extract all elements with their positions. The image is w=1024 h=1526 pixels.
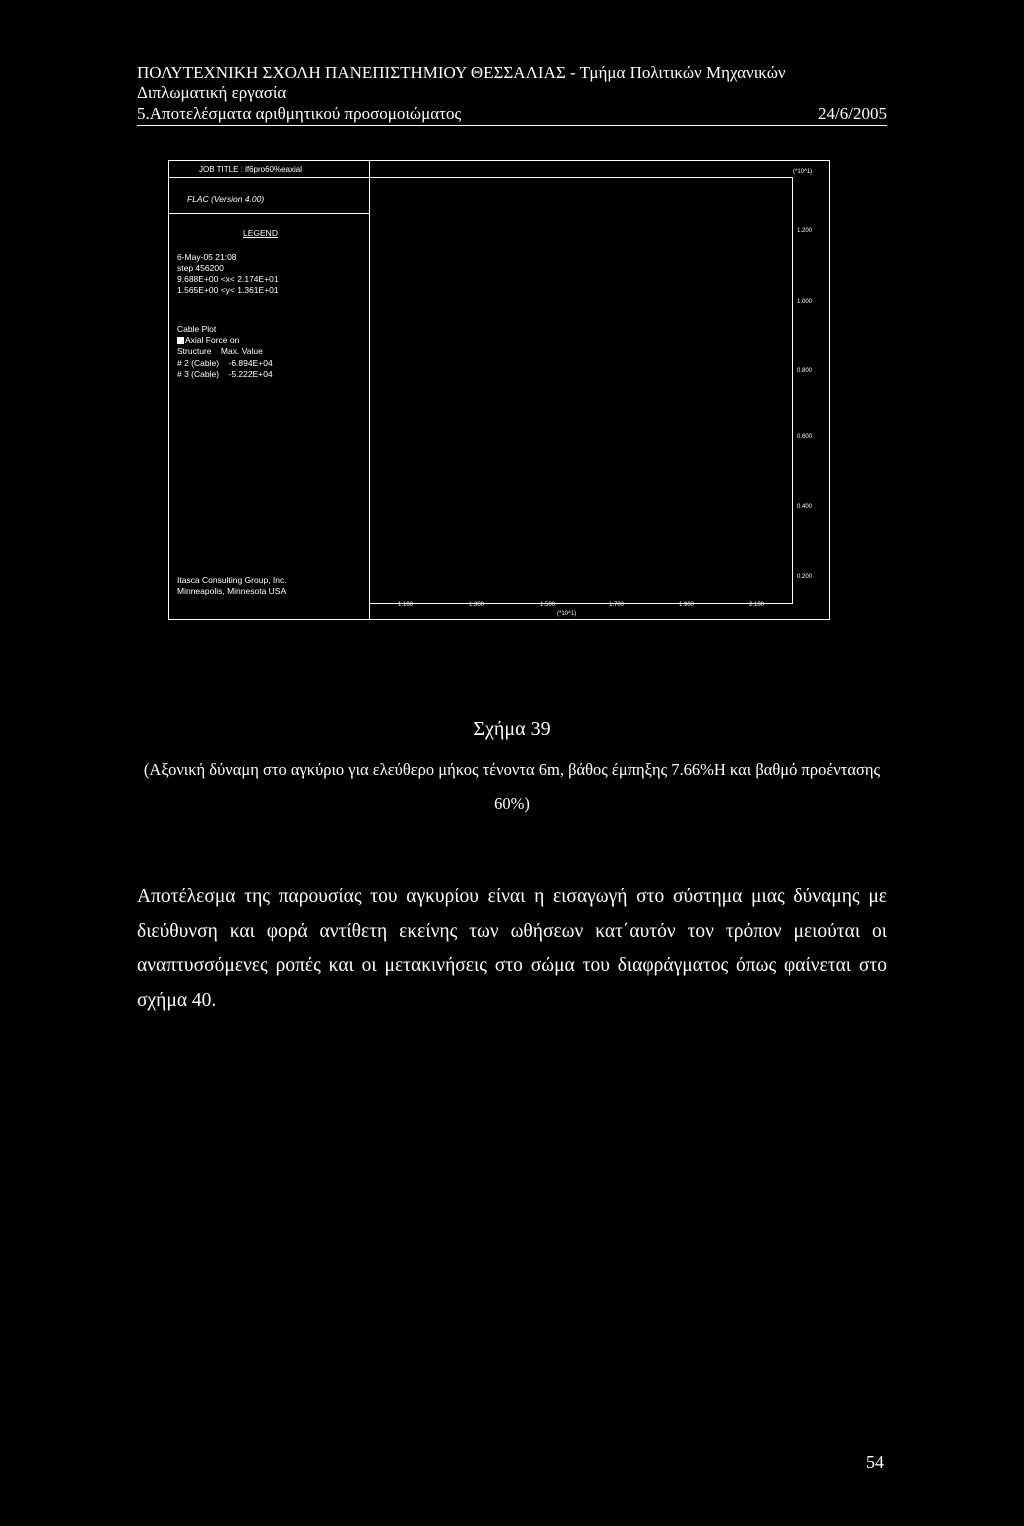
run-info-step: step 456200 — [177, 263, 224, 273]
table-row: # 2 (Cable) -6.894E+04 — [177, 358, 273, 368]
x-tick-label: 2.100 — [749, 602, 765, 608]
job-title: JOB TITLE : lf6pro60%eaxial — [199, 165, 303, 174]
plot-type: Cable Plot — [177, 324, 217, 334]
y-tick-label: 1.200 — [797, 228, 813, 234]
run-info-y-range: 1.565E+00 <y< 1.361E+01 — [177, 285, 279, 295]
run-info-x-range: 9.688E+00 <x< 2.174E+01 — [177, 274, 279, 284]
legend-swatch — [177, 337, 184, 344]
divider-title — [169, 177, 369, 178]
body-paragraph: Αποτέλεσμα της παρουσίας του αγκυρίου είναι η εισαγωγή στο σύστημα μιας δύναμης με διεύθυνση και φορά αντίθετη εκείνης των ωθήσεων κατ΄αυτόν τον τρόπον μειούται οι αναπτυσσόμενες ροπές και οι μετακινήσεις στο σώμα του διαφράγματος όπως φαίνεται στο σχήμα 40. — [137, 886, 887, 1011]
run-info-date: 6-May-05 21:08 — [177, 252, 237, 262]
figure-caption-text: (Αξονική δύναμη στο αγκύριο για ελεύθερο μήκος τένοντα 6m, βάθος έμπηξης 7.66%Η και βαθμό προέντασης 60%) — [143, 760, 881, 813]
credit-company: Itasca Consulting Group, Inc. — [177, 575, 287, 585]
header-section: 5.Αποτελέσματα αριθμητικού προσομοιώματος — [137, 104, 462, 123]
header-institution: ΠΟΛΥΤΕΧΝΙΚΗ ΣΧΟΛΗ ΠΑΝΕΠΙΣΤΗΜΙΟΥ ΘΕΣΣΑΛΙΑΣ - Τμήμα Πολιτικών Μηχανικών — [137, 63, 786, 82]
legend-item-label: Axial Force on — [185, 335, 240, 345]
x-tick-label: 1.100 — [398, 602, 414, 608]
flac-figure — [168, 160, 830, 620]
y-tick-label: 0.200 — [797, 574, 813, 580]
x-tick-label: 1.500 — [540, 602, 556, 608]
table-row: # 3 (Cable) -5.222E+04 — [177, 369, 273, 379]
y-tick-label: 0.400 — [797, 504, 813, 510]
x-tick-label: 1.700 — [609, 602, 625, 608]
table-header: Structure Max. Value — [177, 346, 263, 356]
legend-item — [177, 335, 239, 346]
plot-area — [369, 177, 793, 604]
legend-heading: LEGEND — [243, 228, 278, 238]
x-tick-label: 1.900 — [679, 602, 695, 608]
y-tick-label: 0.600 — [797, 434, 813, 440]
software-version: FLAC (Version 4.00) — [187, 194, 265, 204]
page-number: 54 — [866, 1452, 884, 1472]
y-tick-label: 0.800 — [797, 368, 813, 374]
y-axis-scale: (*10^1) — [793, 169, 813, 175]
header-doc-type: Διπλωματική εργασία — [137, 83, 287, 102]
header-date: 24/6/2005 — [818, 104, 887, 123]
credit-location: Minneapolis, Minnesota USA — [177, 586, 287, 596]
x-tick-label: 1.300 — [469, 602, 485, 608]
figure-caption-title: Σχήμα 39 — [473, 718, 551, 740]
divider-software — [169, 213, 369, 214]
x-axis-scale: (*10^1) — [557, 611, 577, 617]
y-tick-label: 1.000 — [797, 299, 813, 305]
header-section-line — [137, 104, 887, 126]
